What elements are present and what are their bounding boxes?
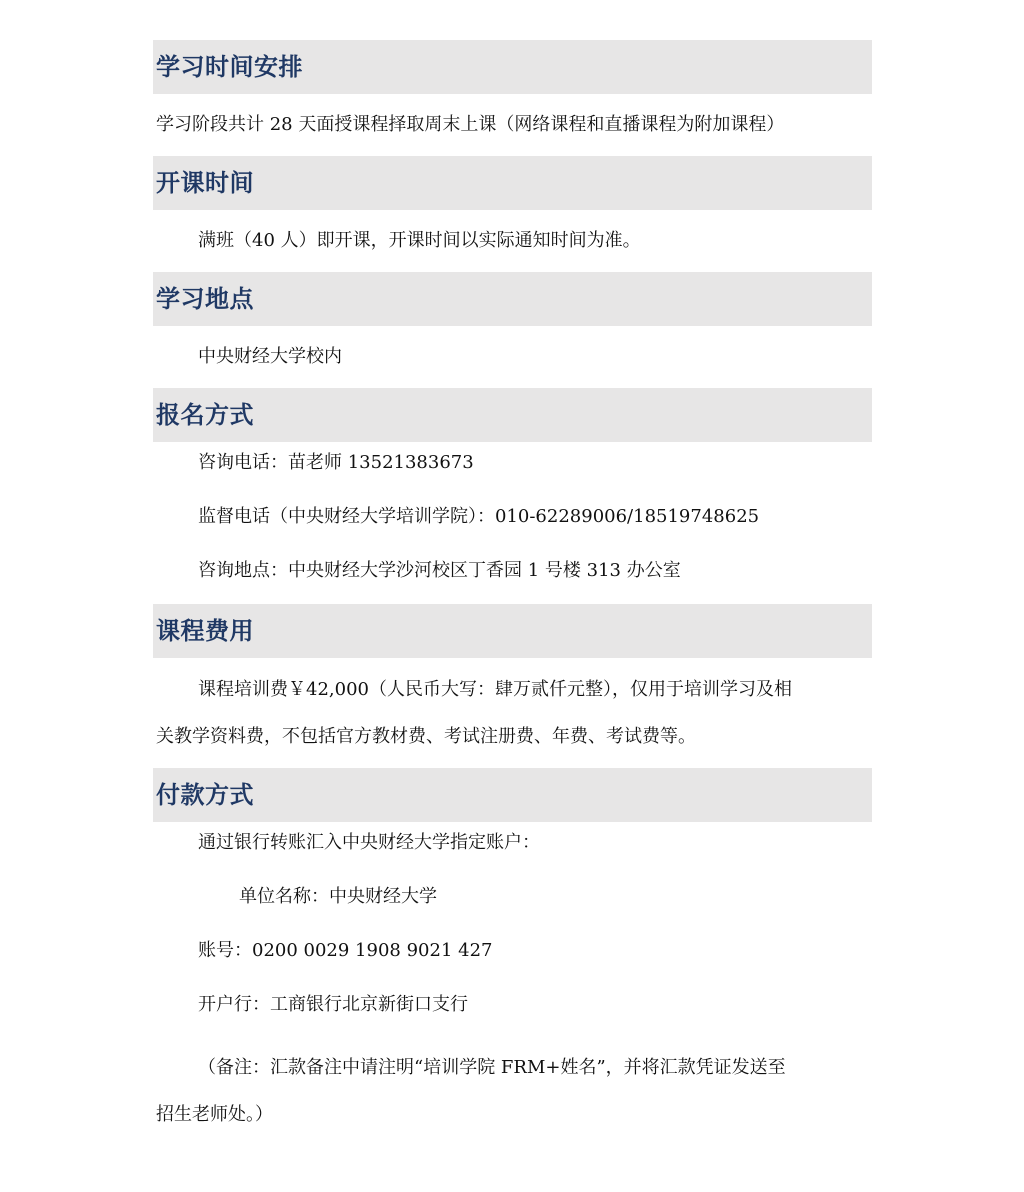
- section-heading-start-time: 开课时间: [153, 156, 872, 210]
- location-text: 中央财经大学校内: [198, 346, 342, 367]
- fees-line-2: 关教学资料费，不包括官方教材费、考试注册费、年费、考试费等。: [156, 726, 696, 747]
- document-page: [153, 40, 872, 1128]
- payment-account-number: 账号：0200 0029 1908 9021 427: [198, 940, 493, 961]
- payment-note-line-1: （备注：汇款备注中请注明“培训学院 FRM+姓名”，并将汇款凭证发送至: [198, 1057, 786, 1078]
- fees-line-1: 课程培训费￥42,000（人民币大写：肆万贰仟元整），仅用于培训学习及相: [198, 679, 792, 700]
- schedule-text: 学习阶段共计 28 天面授课程择取周末上课（网络课程和直播课程为附加课程）: [156, 114, 785, 135]
- section-heading-registration: 报名方式: [153, 388, 872, 442]
- registration-address: 咨询地点：中央财经大学沙河校区丁香园 1 号楼 313 办公室: [198, 560, 681, 581]
- section-heading-schedule: 学习时间安排: [153, 40, 872, 94]
- registration-supervision: 监督电话（中央财经大学培训学院）：010-62289006/18519748625: [198, 506, 760, 527]
- section-heading-location: 学习地点: [153, 272, 872, 326]
- payment-bank: 开户行：工商银行北京新街口支行: [198, 994, 468, 1015]
- registration-phone: 咨询电话：苗老师 13521383673: [198, 452, 474, 473]
- payment-note-line-2: 招生老师处。）: [156, 1104, 273, 1125]
- payment-intro: 通过银行转账汇入中央财经大学指定账户：: [198, 832, 540, 853]
- start-time-text: 满班（40 人）即开课，开课时间以实际通知时间为准。: [198, 230, 641, 251]
- payment-unit-name: 单位名称：中央财经大学: [239, 886, 437, 907]
- section-heading-payment: 付款方式: [153, 768, 872, 822]
- section-heading-fees: 课程费用: [153, 604, 872, 658]
